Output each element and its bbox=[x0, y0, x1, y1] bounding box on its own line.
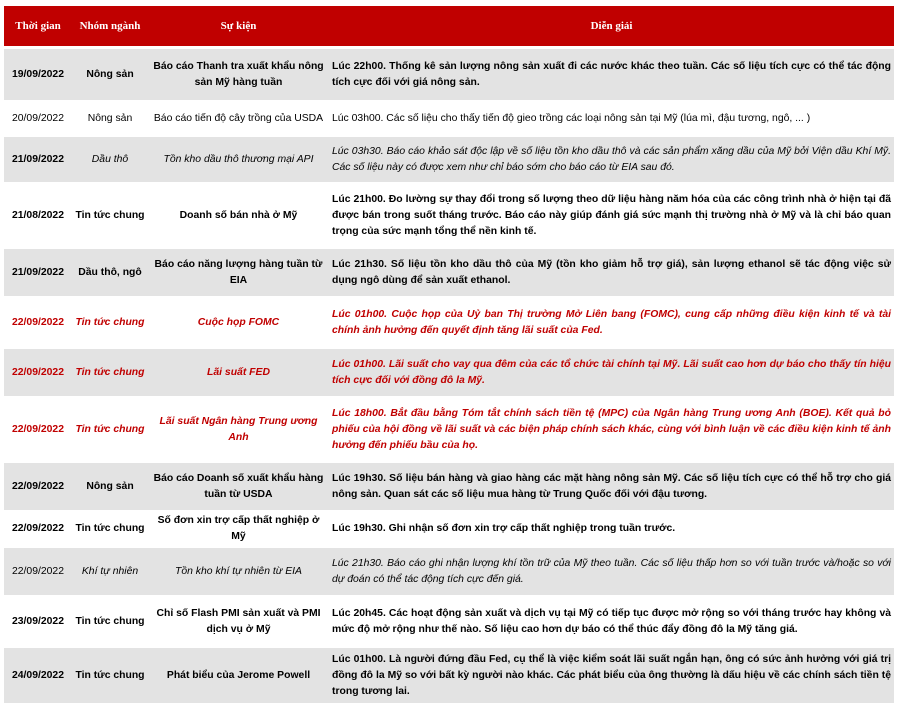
row-event: Số đơn xin trợ cấp thất nghiệp ở Mỹ bbox=[148, 512, 329, 547]
row-event: Tồn kho khí tự nhiên từ EIA bbox=[148, 547, 329, 597]
row-description: Lúc 21h00. Đo lường sự thay đổi trong số lượng theo dữ liệu hàng năm hóa của các công trình nhà ở hiện tại đã được bán trong suốt tháng trước. Báo cáo này giúp đánh giá sức mạnh thị trường nhà ở Mỹ và là chỉ báo quan trọng của sức mạnh tổng thể nền kinh tế. bbox=[329, 184, 894, 248]
row-group: Tin tức chung bbox=[72, 184, 148, 248]
row-group: Tin tức chung bbox=[72, 298, 148, 348]
row-group: Nông sản bbox=[72, 102, 148, 136]
row-group: Dầu thô bbox=[72, 136, 148, 184]
table-row bbox=[4, 248, 894, 298]
header-description: Diễn giải bbox=[329, 6, 894, 48]
row-description: Lúc 21h30. Số liệu tồn kho dầu thô của Mỹ (tồn kho giảm hỗ trợ giá), sản lượng ethanol sẽ tác động việc sử dụng ngô dùng để sản xuất ethanol. bbox=[329, 248, 894, 298]
row-description: Lúc 18h00. Bắt đầu bằng Tóm tắt chính sách tiền tệ (MPC) của Ngân hàng Trung ương Anh (BOE). Kết quả bỏ phiếu của hội đồng về lãi suất và các biện pháp chính sách khác, cùng với bình luận về các điều kiện kinh tế ảnh hưởng đến phiếu bầu của họ. bbox=[329, 398, 894, 462]
row-group: Tin tức chung bbox=[72, 398, 148, 462]
table-row bbox=[4, 48, 894, 102]
row-group: Nông sản bbox=[72, 462, 148, 512]
row-event: Lãi suất FED bbox=[148, 348, 329, 398]
row-description: Lúc 19h30. Ghi nhận số đơn xin trợ cấp thất nghiệp trong tuần trước. bbox=[329, 512, 894, 547]
row-event: Tồn kho dầu thô thương mại API bbox=[148, 136, 329, 184]
row-description: Lúc 01h00. Cuộc họp của Uỷ ban Thị trường Mở Liên bang (FOMC), cung cấp những điều kiện kinh tế và tài chính ảnh hưởng đến quyết định tăng lãi suất của Fed. bbox=[329, 298, 894, 348]
table-row bbox=[4, 136, 894, 184]
table-row bbox=[4, 102, 894, 136]
row-date: 21/08/2022 bbox=[4, 184, 72, 248]
row-group: Tin tức chung bbox=[72, 647, 148, 705]
row-event: Phát biểu của Jerome Powell bbox=[148, 647, 329, 705]
row-group: Dầu thô, ngô bbox=[72, 248, 148, 298]
table-row bbox=[4, 398, 894, 462]
table-row bbox=[4, 547, 894, 597]
row-group: Nông sản bbox=[72, 48, 148, 102]
header-event: Sự kiện bbox=[148, 6, 329, 48]
row-description: Lúc 20h45. Các hoạt động sản xuất và dịch vụ tại Mỹ có tiếp tục được mở rộng so với tháng trước hay không và mức độ mở rộng như thế nào. Số liệu cao hơn dự báo có thể thúc đẩy đồng đô la Mỹ tăng giá. bbox=[329, 597, 894, 647]
row-group: Tin tức chung bbox=[72, 597, 148, 647]
row-description: Lúc 01h00. Là người đứng đầu Fed, cụ thể là việc kiểm soát lãi suất ngắn hạn, ông có sức ảnh hưởng với giá trị đồng đô la Mỹ so với bất kỳ người nào khác. Các phát biểu của ông thường là dấu hiệu về các chính sách tiền tệ trong tương lai. bbox=[329, 647, 894, 705]
header-time: Thời gian bbox=[4, 6, 72, 48]
header-row bbox=[4, 6, 894, 48]
row-group: Tin tức chung bbox=[72, 512, 148, 547]
table-body bbox=[4, 48, 894, 705]
row-event: Lãi suất Ngân hàng Trung ương Anh bbox=[148, 398, 329, 462]
row-date: 22/09/2022 bbox=[4, 512, 72, 547]
row-date: 22/09/2022 bbox=[4, 298, 72, 348]
row-event: Cuộc họp FOMC bbox=[148, 298, 329, 348]
table-row bbox=[4, 512, 894, 547]
row-date: 22/09/2022 bbox=[4, 348, 72, 398]
row-description: Lúc 01h00. Lãi suất cho vay qua đêm của các tổ chức tài chính tại Mỹ. Lãi suất cao hơn dự báo cho thấy tín hiệu tích cực đối với đồng đô la Mỹ. bbox=[329, 348, 894, 398]
row-date: 22/09/2022 bbox=[4, 462, 72, 512]
row-date: 23/09/2022 bbox=[4, 597, 72, 647]
table-row bbox=[4, 462, 894, 512]
table-row bbox=[4, 298, 894, 348]
row-event: Báo cáo năng lượng hàng tuần từ EIA bbox=[148, 248, 329, 298]
row-event: Chỉ số Flash PMI sản xuất và PMI dịch vụ ở Mỹ bbox=[148, 597, 329, 647]
row-event: Báo cáo Doanh số xuất khẩu hàng tuần từ USDA bbox=[148, 462, 329, 512]
row-date: 20/09/2022 bbox=[4, 102, 72, 136]
row-date: 21/09/2022 bbox=[4, 136, 72, 184]
row-group: Khí tự nhiên bbox=[72, 547, 148, 597]
row-date: 19/09/2022 bbox=[4, 48, 72, 102]
row-event: Báo cáo Thanh tra xuất khẩu nông sản Mỹ hàng tuần bbox=[148, 48, 329, 102]
table-row bbox=[4, 647, 894, 705]
economic-calendar-table bbox=[4, 6, 894, 706]
row-date: 21/09/2022 bbox=[4, 248, 72, 298]
row-description: Lúc 22h00. Thống kê sản lượng nông sản xuất đi các nước khác theo tuần. Các số liệu tích cực có thể tác động tích cực đối với giá nông sản. bbox=[329, 48, 894, 102]
row-date: 22/09/2022 bbox=[4, 398, 72, 462]
row-description: Lúc 03h30. Báo cáo khảo sát độc lập về số liệu tồn kho dầu thô và các sản phẩm xăng dầu của Mỹ bởi Viện dầu Khí Mỹ. Các số liệu này có được xem như chỉ báo sớm cho báo cáo từ EIA sau đó. bbox=[329, 136, 894, 184]
row-date: 22/09/2022 bbox=[4, 547, 72, 597]
table-row bbox=[4, 348, 894, 398]
row-description: Lúc 21h30. Báo cáo ghi nhận lượng khí tồn trữ của Mỹ theo tuần. Các số liệu thấp hơn so với tuần trước và/hoặc so với dự đoán có thể tác động tích cực đến giá. bbox=[329, 547, 894, 597]
table-row bbox=[4, 597, 894, 647]
row-description: Lúc 19h30. Số liệu bán hàng và giao hàng các mặt hàng nông sản Mỹ. Các số liệu tích cực có thể hỗ trợ cho giá nông sản. Quan sát các số liệu mua hàng từ Trung Quốc đối với đậu tương. bbox=[329, 462, 894, 512]
row-description: Lúc 03h00. Các số liệu cho thấy tiến độ gieo trồng các loại nông sản tại Mỹ (lúa mì, đậu tương, ngô, ... ) bbox=[329, 102, 894, 136]
row-event: Doanh số bán nhà ở Mỹ bbox=[148, 184, 329, 248]
row-event: Báo cáo tiến độ cây trồng của USDA bbox=[148, 102, 329, 136]
header-group: Nhóm ngành bbox=[72, 6, 148, 48]
row-date: 24/09/2022 bbox=[4, 647, 72, 705]
table-row bbox=[4, 184, 894, 248]
row-group: Tin tức chung bbox=[72, 348, 148, 398]
